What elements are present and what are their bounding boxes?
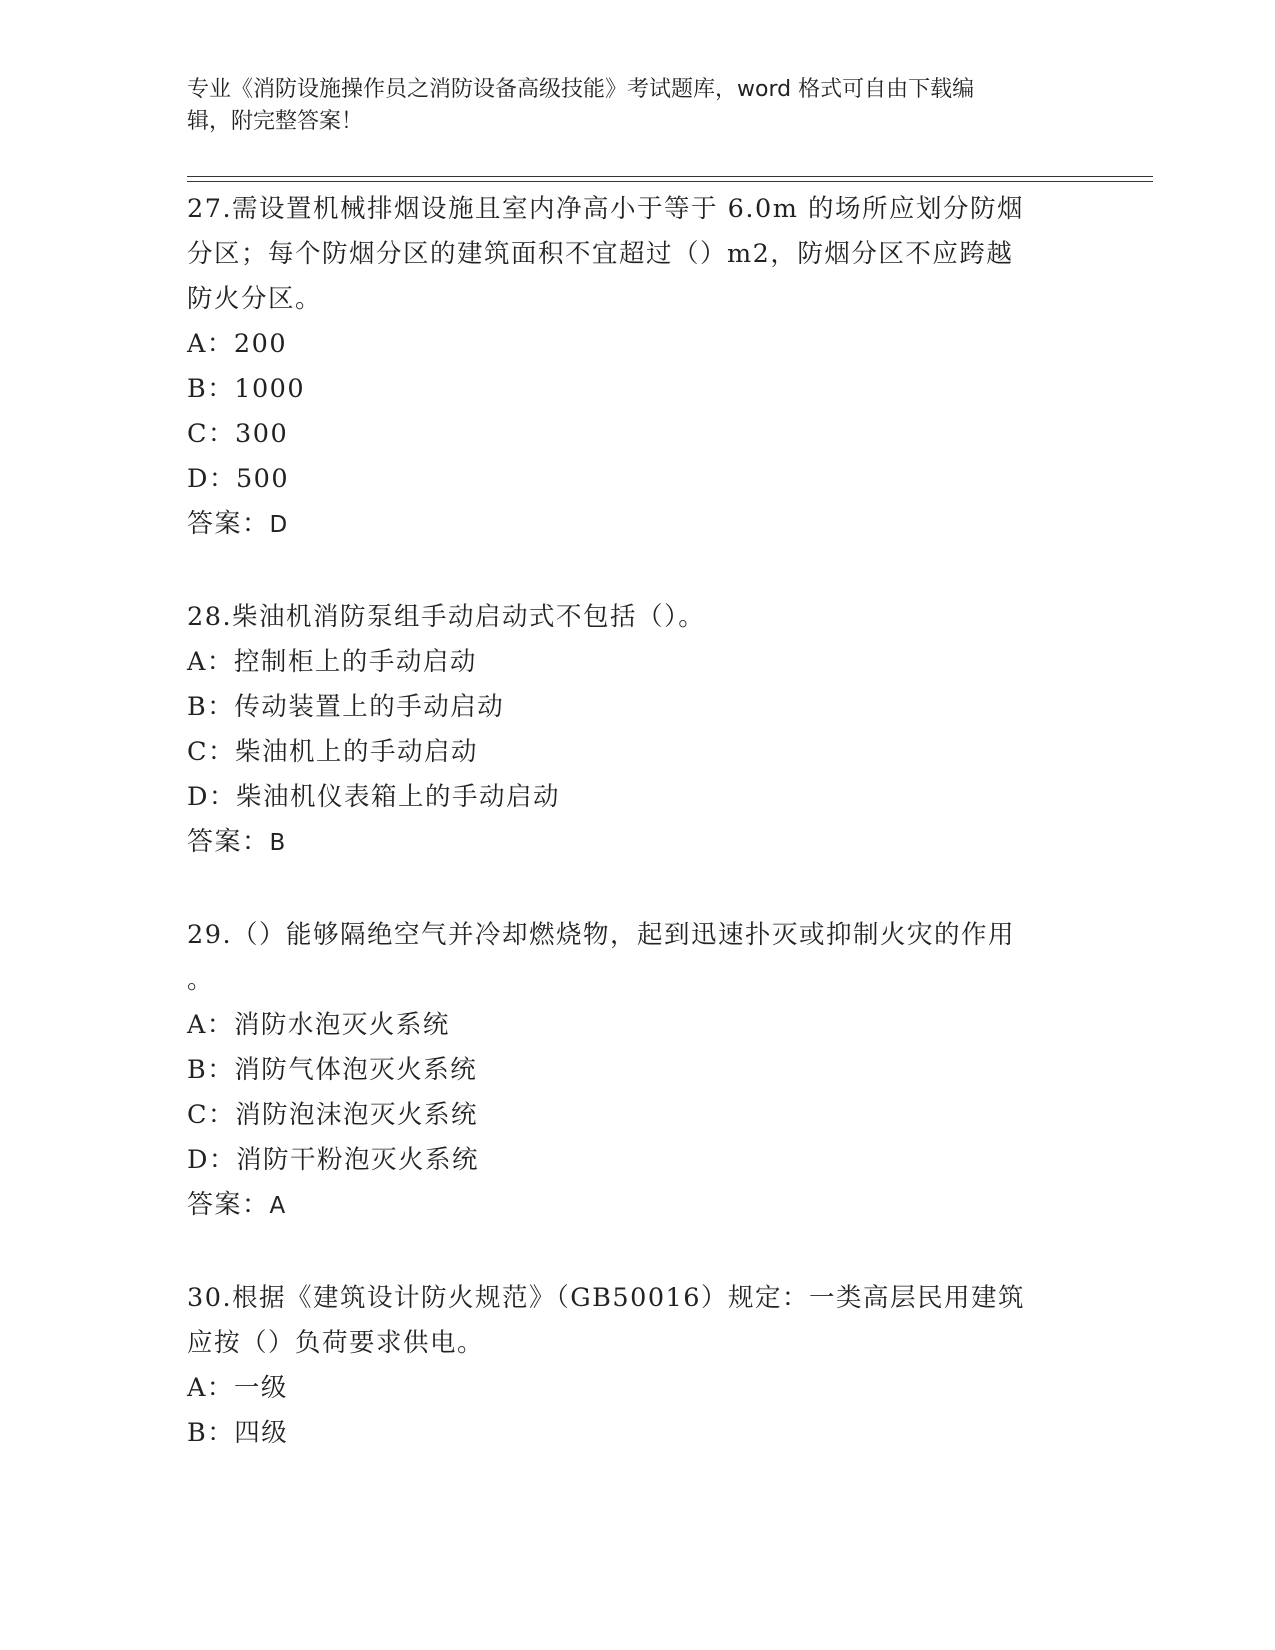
header-divider — [187, 181, 1153, 182]
question-line: 防火分区。 — [187, 284, 323, 314]
option-b: B：四级 — [187, 1418, 289, 1448]
question-text — [187, 595, 1087, 640]
question-line: 应按（）负荷要求供电。 — [187, 1328, 485, 1358]
answer — [187, 1183, 1087, 1229]
answer — [187, 502, 1087, 548]
question-spacer — [187, 548, 1087, 595]
option-d: D：消防干粉泡灭火系统 — [187, 1145, 479, 1175]
option-c: C：柴油机上的手动启动 — [187, 737, 479, 767]
header-divider — [187, 176, 1153, 177]
question-line: 。 — [187, 965, 215, 995]
question-30 — [187, 1276, 1087, 1456]
option-a: A：一级 — [187, 1373, 288, 1403]
answer-label: 答案： — [187, 827, 270, 857]
option-d: D：500 — [187, 464, 290, 494]
question-spacer — [187, 1229, 1087, 1276]
question-text — [187, 187, 1087, 322]
question-spacer — [187, 866, 1087, 913]
question-29 — [187, 913, 1087, 1229]
option-b: B：消防气体泡灭火系统 — [187, 1055, 478, 1085]
question-text — [187, 913, 1087, 1003]
answer-value: B — [269, 830, 287, 856]
option-a: A：控制柜上的手动启动 — [187, 647, 477, 677]
header-line: 辑，附完整答案！ — [187, 109, 364, 134]
question-28 — [187, 595, 1087, 866]
option-c: C：300 — [187, 419, 289, 449]
answer-value: D — [269, 512, 289, 538]
option-a: A：消防水泡灭火系统 — [187, 1010, 450, 1040]
option-b: B：1000 — [187, 374, 306, 404]
question-line: 28.柴油机消防泵组手动启动式不包括（）。 — [187, 602, 706, 632]
document-header — [187, 74, 1067, 138]
answer — [187, 820, 1087, 866]
question-line: 分区；每个防烟分区的建筑面积不宜超过（）m2，防烟分区不应跨越 — [187, 239, 1014, 269]
question-line: 29.（）能够隔绝空气并冷却燃烧物，起到迅速扑灭或抑制火灾的作用 — [187, 920, 1016, 950]
option-c: C：消防泡沫泡灭火系统 — [187, 1100, 479, 1130]
question-list — [187, 187, 1087, 1456]
option-d: D：柴油机仪表箱上的手动启动 — [187, 782, 560, 812]
question-line: 27.需设置机械排烟设施且室内净高小于等于 6.0m 的场所应划分防烟 — [187, 194, 1025, 224]
question-line: 30.根据《建筑设计防火规范》（GB50016）规定：一类高层民用建筑 — [187, 1283, 1026, 1313]
header-line: 专业《消防设施操作员之消防设备高级技能》考试题库，word 格式可自由下载编 — [187, 77, 975, 102]
answer-value: A — [269, 1193, 287, 1219]
option-b: B：传动装置上的手动启动 — [187, 692, 505, 722]
question-27 — [187, 187, 1087, 548]
answer-label: 答案： — [187, 1190, 270, 1220]
option-a: A：200 — [187, 329, 288, 359]
answer-label: 答案： — [187, 509, 270, 539]
question-text — [187, 1276, 1087, 1366]
